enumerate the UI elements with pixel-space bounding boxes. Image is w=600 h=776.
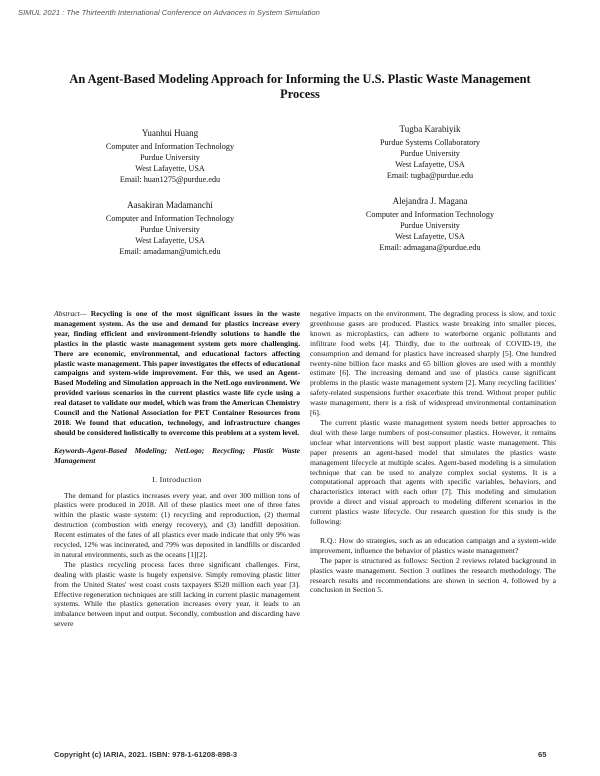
author-block [330, 196, 530, 253]
research-question: R.Q.: How do strategies, such as an education campaign and a system-wide improvement, influence the behavior of plastics waste management? [310, 535, 556, 555]
author-name: Tugba Karabiyik [399, 124, 461, 134]
author-university: Purdue University [400, 221, 460, 230]
keywords: Keywords-Agent-Based Modeling; NetLogo; Recycling; Plastic Waste Management [54, 445, 300, 465]
paragraph: The demand for plastics increases every year, and over 300 million tons of plastics were produced in 2018. All of these plastics meet one of three fates within the plastic waste system: (1) recycling and reproduction, (2) thermal destruction (combustion with energy recovery), and (3) landfill deposition. Recent estimates of the fates of all plastics ever made indicate that only 9% was recycled, 12% was incinerated, and 79% was deposited in landfills or discarded in natural environments, such as the oceans [1][2]. [54, 490, 300, 559]
abstract-text: Recycling is one of the most significant issues in the waste management system. As the use and demand for plastics increase every year, finding efficient and environment-friendly solutions to handle the plastics in the plastic waste management system gets more challenging. There are economic, environmental, and educational factors affecting plastic waste management. This paper investigates the effects of educational campaigns and system-wide improvement. For this, we used an Agent-Based Modeling and Simulation approach in the NetLogo environment. We provided various scenarios in the current plastics waste life cycle using a real dataset to validate our model, which was from the American Chemistry Council and the National Association for PET Container Resources from 2018. We found that education, technology, and infrastructure changes should be considered holistically to overcome this problem at a system level. [54, 309, 300, 437]
author-affiliation: Computer and Information Technology [105, 214, 235, 223]
author-name: Alejandra J. Magana [392, 196, 468, 206]
author-location: West Lafayette, USA [395, 160, 465, 169]
paragraph: The paper is structured as follows: Section 2 reviews related background in plastics waste management. Section 3 outlines the research methodology. The research results and recommendations are shown in section 4, followed by a conclusion in Section 5. [310, 555, 556, 595]
paper-title: An Agent-Based Modeling Approach for Informing the U.S. Plastic Waste Management Process [69, 72, 531, 101]
page-number: 65 [538, 750, 547, 759]
author-university: Purdue University [400, 149, 460, 158]
author-affiliation: Computer and Information Technology [365, 210, 495, 219]
abstract-label: Abstract— [54, 309, 87, 318]
author-block [330, 124, 530, 181]
paragraph: The current plastic waste management system needs better approaches to deal with these large numbers of post-consumer plastics. However, it remains unclear what interventions will best support plastic waste management. This paper presents an agent-based model that simulates the plastics waste management lifecycle at multiple scales. Agent-based modeling is a simulation technique that can be used to analyze complex social systems. It is a computational approach that agents with specific variables, behaviors, and characteristics interact with each other [7]. This modeling and simulation provide a direct and visual approach to modeling different scenarios in the current plastics waste lifecycle. Our research question for this study is the following: [310, 417, 556, 527]
author-location: West Lafayette, USA [135, 164, 205, 173]
author-block [70, 128, 270, 185]
author-block [70, 200, 270, 257]
author-name: Yuanhui Huang [141, 128, 199, 138]
author-university: Purdue University [140, 225, 200, 234]
author-email: Email: tugba@purdue.edu [386, 171, 474, 180]
author-email: Email: admagana@purdue.edu [379, 243, 481, 252]
section-heading: I. Introduction [152, 474, 202, 484]
right-column [310, 309, 556, 595]
author-email: Email: amadaman@umich.edu [119, 247, 221, 256]
left-column [54, 309, 300, 629]
paragraph: negative impacts on the environment. The degrading process is slow, and toxic greenhouse gases are produced. Plastics waste breaking into smaller pieces, known as microplastics, can adhere to waterborne organic pollutants and infiltrate food webs [4]. Thirdly, due to the outbreak of COVID-19, the consumption and demand for plastics have increased sharply [5]. One hundred twenty-nine billion face masks and 65 billion gloves are used with a monthly estimate [6]. The increasing demand and use of plastics cause significant problems in the plastic waste management system [2]. Many recycling facilities' safety-related suspensions further exacerbate this trend. Without proper public waste management, there is a risk of widespread environmental contamination [6]. [310, 309, 556, 418]
author-name: Aasakiran Madamanchi [127, 200, 213, 210]
copyright-footer: Copyright (c) IARIA, 2021. ISBN: 978-1-61208-898-3 [54, 750, 238, 759]
paragraph: The plastics recycling process faces three significant challenges. First, dealing with plastic waste is hugely expensive. Simply removing plastic litter from the United States' west coast costs taxpayers $520 million each year [3]. Effective regeneration techniques are still lacking in current plastic management systems. While the plastics generation increases every year, it leads to an imbalance between input and output. Secondly, combustion and discarding have severe [54, 559, 300, 629]
author-location: West Lafayette, USA [135, 236, 205, 245]
running-header: SIMUL 2021 : The Thirteenth International Conference on Advances in System Simulation [18, 8, 320, 17]
abstract [54, 309, 300, 438]
author-location: West Lafayette, USA [395, 232, 465, 241]
author-university: Purdue University [140, 153, 200, 162]
author-affiliation: Purdue Systems Collaboratory [379, 138, 481, 147]
author-email: Email: huan1275@purdue.edu [119, 175, 221, 184]
author-affiliation: Computer and Information Technology [105, 142, 235, 151]
